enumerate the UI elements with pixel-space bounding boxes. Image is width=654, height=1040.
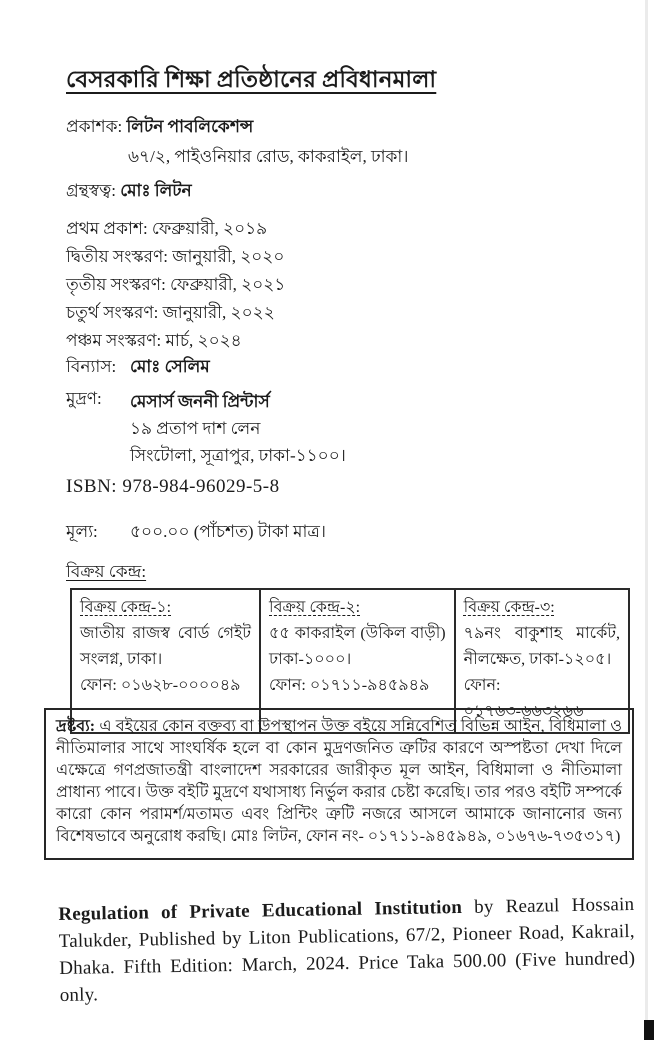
publisher-row (66, 116, 628, 139)
scan-streak-artifact (645, 0, 648, 1040)
english-colophon-title: Regulation of Private Educational Institution (58, 896, 463, 926)
sales-center-3-title: বিক্রয় কেন্দ্র-৩: (463, 599, 555, 616)
copyright-holder: মোঃ লিটন (120, 181, 192, 200)
sales-center-1-phone: ফোন: ০১৬২৮-০০০০৪৯ (80, 677, 241, 694)
printing-details (130, 388, 628, 469)
copyright-row (66, 180, 628, 203)
corner-scan-mark (644, 1020, 654, 1040)
english-colophon (58, 891, 636, 1009)
layout-credit-label: বিন্যাস: (66, 357, 117, 376)
layout-credit-row (66, 356, 628, 379)
printing-row (66, 388, 628, 469)
price-label: মূল্য: (66, 522, 98, 541)
publisher-address: ৬৭/২, পাইওনিয়ার রোড, কাকরাইল, ঢাকা। (128, 147, 409, 166)
publisher-name: লিটন পাবলিকেশন্স (126, 117, 254, 136)
sales-center-1-title: বিক্রয় কেন্দ্র-১: (80, 599, 172, 616)
edition-line-4: চতুর্থ সংস্করণ: জানুয়ারী, ২০২২ (66, 303, 275, 322)
printer-address-line2: সিংটোলা, সূত্রাপুর, ঢাকা-১১০০। (130, 446, 346, 465)
layout-credit-value: মোঃ সেলিম (130, 357, 210, 376)
copyright-label: গ্রন্থস্বত্ব: (66, 181, 116, 200)
notice-box (44, 708, 634, 860)
isbn-label: ISBN: (66, 476, 118, 497)
english-colophon-text: by Reazul Hossain Talukder, Published by Liton Publications, 67/2, Pioneer Road, Kakrail, Dhaka. Fifth Edition: March, 2024. Price Taka 500.00 (Five hundred) only. (58, 893, 636, 1007)
sales-center-3-address: ৭৯নং বাকুশাহ মার্কেট, নীলক্ষেত, ঢাকা-১২০৫। (463, 625, 620, 668)
edition-line-1: প্রথম প্রকাশ: ফেব্রুয়ারী, ২০১৯ (66, 219, 268, 238)
sales-center-2-phone: ফোন: ০১৭১১-৯৪৫৯৪৯ (269, 677, 430, 694)
edition-line-3: তৃতীয় সংস্করণ: ফেব্রুয়ারী, ২০২১ (66, 275, 286, 294)
edition-line-5: পঞ্চম সংস্করণ: মার্চ, ২০২৪ (66, 331, 242, 350)
isbn-line (66, 476, 628, 498)
printer-address-line1: ১৯ প্রতাপ দাশ লেন (130, 419, 261, 438)
sales-center-1-address: জাতীয় রাজস্ব বোর্ড গেইট সংলগ্ন, ঢাকা। (80, 625, 252, 668)
notice-label: দ্রষ্টব্য: (56, 718, 96, 735)
sales-center-2-title: বিক্রয় কেন্দ্র-২: (269, 599, 361, 616)
sales-center-2-address: ৫৫ কাকরাইল (উকিল বাড়ী) ঢাকা-১০০০। (269, 625, 446, 668)
isbn-value: 978-984-96029-5-8 (122, 476, 280, 497)
printing-label: মুদ্রণ: (66, 389, 102, 408)
book-title: বেসরকারি শিক্ষা প্রতিষ্ঠানের প্রবিধানমালা (66, 67, 437, 92)
sales-center-3-phone: ফোন: ০১৭৬৩-৬৬৩২৬৬ (463, 677, 584, 720)
publisher-label: প্রকাশক: (66, 117, 123, 136)
edition-history (66, 215, 628, 355)
edition-line-2: দ্বিতীয় সংস্করণ: জানুয়ারী, ২০২০ (66, 247, 285, 266)
printer-name: মেসার্স জননী প্রিন্টার্স (130, 392, 270, 411)
price-value: ৫০০.০০ (পাঁচশত) টাকা মাত্র। (130, 522, 326, 541)
sales-centers-heading: বিক্রয় কেন্দ্র: (66, 562, 147, 581)
notice-text: এ বইয়ের কোন বক্তব্য বা উপস্থাপন উক্ত বইয়ে সন্নিবেশিত বিভিন্ন আইন, বিধিমালা ও নীতিমালার সাথে সাংঘর্ষিক হলে বা কোন মুদ্রণজনিত ত্রুটির কারণে অস্পষ্টতা দেখা দিলে এক্ষেত্রে গণপ্রজাতন্ত্রী বাংলাদেশ সরকারের জারীকৃত মূল আইন, বিধিমালা ও নীতিমালা প্রাধান্য পাবে। উক্ত বইটি মুদ্রণে যথাসাধ্য নির্ভুল করার চেষ্টা করেছি। তার পরও বইটি সম্পর্কে কারো কোন পরামর্শ/মতামত এবং প্রিন্টিং ত্রুটি নজরে আসলে আমাকে জানানোর জন্য বিশেষভাবে অনুরোধ করছি। মোঃ লিটন, ফোন নং- ০১৭১১-৯৪৫৯৪৯, ০১৬৭৬-৭৩৫৩১৭) (56, 718, 622, 845)
price-row (66, 521, 628, 544)
